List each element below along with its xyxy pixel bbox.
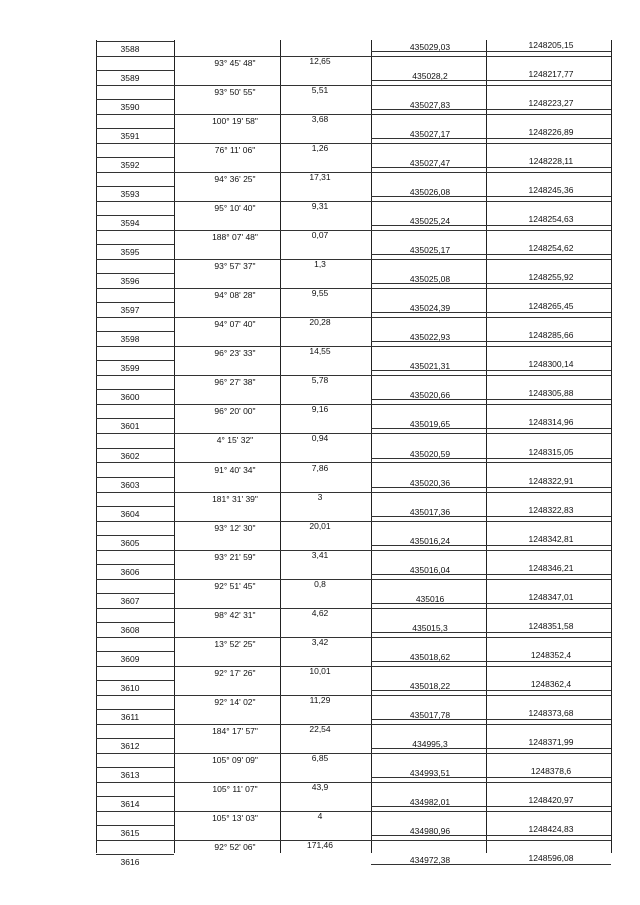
segment-length: 3,42	[311, 636, 329, 647]
point-number: 3608	[120, 624, 140, 635]
coordinate-x: 435017,78	[409, 709, 451, 720]
row-rule	[96, 331, 174, 332]
row-rule	[96, 521, 611, 522]
row-rule	[96, 70, 174, 71]
coordinate-y: 1248420,97	[528, 794, 574, 805]
row-rule	[371, 458, 611, 459]
row-rule	[96, 186, 174, 187]
row-rule	[371, 806, 611, 807]
row-rule	[96, 157, 174, 158]
coordinate-x: 435027,47	[409, 158, 451, 169]
segment-length: 3,41	[311, 549, 329, 560]
row-rule	[96, 433, 611, 434]
segment-length: 20,28	[309, 317, 331, 328]
segment-length: 0,07	[311, 230, 329, 241]
segment-length: 5,78	[311, 375, 329, 386]
direction-angle: 94° 07' 40"	[214, 319, 256, 330]
coordinate-y: 1248254,62	[528, 243, 574, 254]
segment-length: 11,29	[309, 694, 331, 705]
point-number: 3593	[120, 189, 140, 200]
row-rule	[96, 550, 611, 551]
row-rule	[371, 516, 611, 517]
segment-length: 9,31	[311, 201, 329, 212]
row-rule	[371, 603, 611, 604]
coordinate-x: 435015,3	[412, 622, 448, 633]
row-rule	[371, 80, 611, 81]
coordinate-x: 435019,65	[409, 419, 451, 430]
row-rule	[96, 99, 174, 100]
point-number: 3601	[120, 421, 140, 432]
direction-angle: 93° 57' 37"	[214, 261, 256, 272]
row-rule	[96, 128, 174, 129]
row-rule	[96, 317, 611, 318]
row-rule	[371, 138, 611, 139]
column-rule	[611, 40, 612, 853]
row-rule	[96, 608, 611, 609]
coordinate-x: 435016,24	[409, 535, 451, 546]
segment-length: 9,55	[311, 288, 329, 299]
coordinate-y: 1248596,08	[528, 853, 574, 863]
row-rule	[96, 825, 174, 826]
direction-angle: 184° 17' 57"	[212, 725, 258, 736]
row-rule	[371, 254, 611, 255]
coordinate-y: 1248226,89	[528, 127, 574, 138]
point-number: 3610	[120, 682, 140, 693]
segment-length: 22,54	[309, 723, 331, 734]
row-rule	[96, 288, 611, 289]
row-rule	[96, 593, 174, 594]
row-rule	[96, 477, 174, 478]
direction-angle: 92° 52' 06"	[214, 841, 256, 852]
coordinate-x: 435025,17	[409, 245, 451, 256]
row-rule	[96, 796, 174, 797]
segment-length: 6,85	[311, 752, 329, 763]
row-rule	[96, 143, 611, 144]
coordinate-y: 1248352,4	[530, 649, 572, 660]
row-rule	[371, 661, 611, 662]
direction-angle: 76° 11' 06"	[214, 145, 256, 156]
coordinate-x: 435017,36	[409, 506, 451, 517]
segment-length: 20,01	[309, 520, 331, 531]
coordinate-y: 1248362,4	[530, 678, 572, 689]
row-rule	[96, 215, 174, 216]
row-rule	[371, 690, 611, 691]
coordinate-x: 435021,31	[409, 361, 451, 372]
row-rule	[96, 695, 611, 696]
row-rule	[371, 632, 611, 633]
row-rule	[371, 835, 611, 836]
segment-length: 43,9	[311, 781, 329, 792]
coordinate-y: 1248378,6	[530, 765, 572, 776]
direction-angle: 105° 09' 09"	[212, 754, 258, 765]
point-number: 3599	[120, 363, 140, 374]
direction-angle: 13° 52' 25"	[214, 638, 256, 649]
coordinate-y: 1248342,81	[528, 533, 574, 544]
coordinate-x: 435027,17	[409, 129, 451, 140]
point-number: 3595	[120, 247, 140, 258]
point-number: 3615	[120, 827, 140, 838]
coordinate-x: 435026,08	[409, 187, 451, 198]
point-number: 3590	[120, 102, 140, 113]
point-number: 3600	[120, 392, 140, 403]
row-rule	[371, 428, 611, 429]
direction-angle: 94° 36' 25"	[214, 174, 256, 185]
segment-length: 10,01	[309, 665, 331, 676]
row-rule	[96, 724, 611, 725]
row-rule	[96, 854, 174, 855]
segment-length: 12,65	[309, 56, 331, 66]
point-number: 3613	[120, 769, 140, 780]
row-rule	[371, 225, 611, 226]
segment-length: 14,55	[309, 346, 331, 357]
coordinate-x: 435020,36	[409, 477, 451, 488]
direction-angle: 92° 14' 02"	[214, 696, 256, 707]
coordinate-x: 435027,83	[409, 100, 451, 111]
coordinate-y: 1248265,45	[528, 301, 574, 312]
row-rule	[371, 399, 611, 400]
point-number: 3606	[120, 566, 140, 577]
coordinate-y: 1248373,68	[528, 707, 574, 718]
coordinate-x: 434980,96	[409, 825, 451, 836]
row-rule	[371, 777, 611, 778]
row-rule	[96, 579, 611, 580]
direction-angle: 100° 19' 58"	[212, 116, 258, 127]
coordinate-y: 1248315,05	[528, 446, 574, 457]
segment-length: 3	[317, 491, 323, 502]
coordinate-y: 1248424,83	[528, 823, 574, 834]
coordinate-x: 435025,24	[409, 216, 451, 227]
row-rule	[96, 535, 174, 536]
coordinate-y: 1248314,96	[528, 417, 574, 428]
row-rule	[96, 811, 611, 812]
coordinate-x: 435018,62	[409, 651, 451, 662]
row-rule	[371, 51, 611, 52]
point-number: 3611	[120, 711, 140, 722]
direction-angle: 93° 45' 48"	[214, 58, 256, 68]
coordinate-x: 435016	[415, 593, 445, 604]
point-number: 3604	[120, 508, 140, 519]
row-rule	[96, 375, 611, 376]
segment-length: 7,86	[311, 462, 329, 473]
direction-angle: 95° 10' 40"	[214, 203, 256, 214]
coordinate-y: 1248305,88	[528, 388, 574, 399]
segment-length: 0,8	[314, 578, 326, 589]
point-number: 3605	[120, 537, 140, 548]
row-rule	[96, 346, 611, 347]
point-number: 3596	[120, 276, 140, 287]
row-rule	[371, 196, 611, 197]
segment-length: 1,26	[311, 143, 329, 154]
column-rule	[280, 40, 281, 853]
row-rule	[371, 748, 611, 749]
point-number: 3588	[120, 44, 140, 54]
coordinate-y: 1248228,11	[528, 156, 574, 167]
row-rule	[371, 341, 611, 342]
point-number: 3609	[120, 653, 140, 664]
coordinate-y: 1248300,14	[528, 359, 574, 370]
coordinate-x: 435028,2	[412, 71, 448, 82]
direction-angle: 105° 13' 03"	[212, 812, 258, 823]
segment-length: 0,94	[311, 433, 329, 444]
row-rule	[96, 244, 174, 245]
coordinate-x: 435020,59	[409, 448, 451, 459]
row-rule	[96, 840, 611, 841]
coordinate-x: 435020,66	[409, 390, 451, 401]
point-number: 3592	[120, 160, 140, 171]
row-rule	[371, 545, 611, 546]
row-rule	[371, 719, 611, 720]
row-rule	[371, 167, 611, 168]
row-rule	[96, 564, 174, 565]
row-rule	[96, 651, 174, 652]
coordinate-y: 1248223,27	[528, 98, 574, 109]
coordinate-x: 435016,04	[409, 564, 451, 575]
direction-angle: 93° 50' 55"	[214, 87, 256, 98]
point-number: 3594	[120, 218, 140, 229]
coordinate-y: 1248347,01	[528, 591, 574, 602]
coordinate-x: 434993,51	[409, 767, 451, 778]
row-rule	[96, 172, 611, 173]
row-rule	[96, 85, 611, 86]
segment-length: 5,51	[311, 85, 329, 96]
coordinate-y: 1248322,83	[528, 504, 574, 515]
row-rule	[96, 666, 611, 667]
coordinate-y: 1248254,63	[528, 214, 574, 225]
coordinate-y: 1248255,92	[528, 272, 574, 283]
row-rule	[96, 680, 174, 681]
point-number: 3616	[120, 857, 140, 867]
row-rule	[96, 462, 611, 463]
coordinate-y: 1248322,91	[528, 475, 574, 486]
coordinate-x: 435029,03	[409, 42, 451, 52]
row-rule	[96, 622, 174, 623]
row-rule	[371, 487, 611, 488]
row-rule	[96, 56, 611, 57]
segment-length: 9,16	[311, 404, 329, 415]
row-rule	[96, 259, 611, 260]
row-rule	[96, 738, 174, 739]
segment-length: 4	[317, 810, 323, 821]
row-rule	[96, 753, 611, 754]
point-number: 3612	[120, 740, 140, 751]
coordinate-x: 434982,01	[409, 796, 451, 807]
coordinate-x: 434972,38	[409, 855, 451, 865]
direction-angle: 105° 11' 07"	[212, 783, 258, 794]
direction-angle: 181° 31' 39"	[212, 493, 258, 504]
coordinate-y: 1248205,15	[528, 40, 574, 50]
coordinate-x: 435022,93	[409, 332, 451, 343]
direction-angle: 92° 51' 45"	[214, 580, 256, 591]
column-rule	[486, 40, 487, 853]
row-rule	[96, 273, 174, 274]
row-rule	[96, 302, 174, 303]
row-rule	[96, 448, 174, 449]
direction-angle: 96° 20' 00"	[214, 406, 256, 417]
row-rule	[96, 767, 174, 768]
row-rule	[96, 709, 174, 710]
direction-angle: 93° 21' 59"	[214, 551, 256, 562]
direction-angle: 93° 12' 30"	[214, 522, 256, 533]
row-rule	[371, 574, 611, 575]
row-rule	[96, 201, 611, 202]
segment-length: 4,62	[311, 607, 329, 618]
segment-length: 1,3	[314, 259, 326, 270]
segment-length: 3,68	[311, 114, 329, 125]
direction-angle: 92° 17' 26"	[214, 667, 256, 678]
row-rule	[96, 404, 611, 405]
coordinate-y: 1248371,99	[528, 736, 574, 747]
point-number: 3598	[120, 334, 140, 345]
column-rule	[96, 40, 97, 853]
point-number: 3597	[120, 305, 140, 316]
direction-angle: 91° 40' 34"	[214, 464, 256, 475]
row-rule	[96, 360, 174, 361]
point-number: 3589	[120, 73, 140, 84]
coordinate-y: 1248351,58	[528, 620, 574, 631]
coordinate-x: 435018,22	[409, 680, 451, 691]
point-number: 3614	[120, 798, 140, 809]
direction-angle: 4° 15' 32"	[216, 435, 254, 446]
row-rule	[371, 312, 611, 313]
row-rule	[96, 389, 174, 390]
point-number: 3602	[120, 450, 140, 461]
direction-angle: 96° 23' 33"	[214, 348, 256, 359]
segment-length: 17,31	[309, 172, 331, 183]
coordinate-y: 1248346,21	[528, 562, 574, 573]
segment-length: 171,46	[307, 839, 333, 850]
row-rule	[96, 41, 174, 42]
row-rule	[371, 370, 611, 371]
point-number: 3603	[120, 479, 140, 490]
direction-angle: 98° 42' 31"	[214, 609, 256, 620]
column-rule	[371, 40, 372, 853]
row-rule	[96, 492, 611, 493]
row-rule	[96, 418, 174, 419]
row-rule	[371, 109, 611, 110]
coordinate-x: 434995,3	[412, 738, 448, 749]
coordinate-y: 1248285,66	[528, 330, 574, 341]
coordinate-y: 1248245,36	[528, 185, 574, 196]
direction-angle: 94° 08' 28"	[214, 290, 256, 301]
coordinate-y: 1248217,77	[528, 69, 574, 80]
row-rule	[96, 114, 611, 115]
point-number: 3591	[120, 131, 140, 142]
direction-angle: 96° 27' 38"	[214, 377, 256, 388]
row-rule	[96, 230, 611, 231]
row-rule	[96, 506, 174, 507]
coordinate-x: 435025,08	[409, 274, 451, 285]
row-rule	[96, 782, 611, 783]
row-rule	[96, 637, 611, 638]
row-rule	[371, 283, 611, 284]
direction-angle: 188° 07' 48"	[212, 232, 258, 243]
row-rule	[371, 864, 611, 865]
column-rule	[174, 40, 175, 853]
coordinate-x: 435024,39	[409, 303, 451, 314]
point-number: 3607	[120, 595, 140, 606]
